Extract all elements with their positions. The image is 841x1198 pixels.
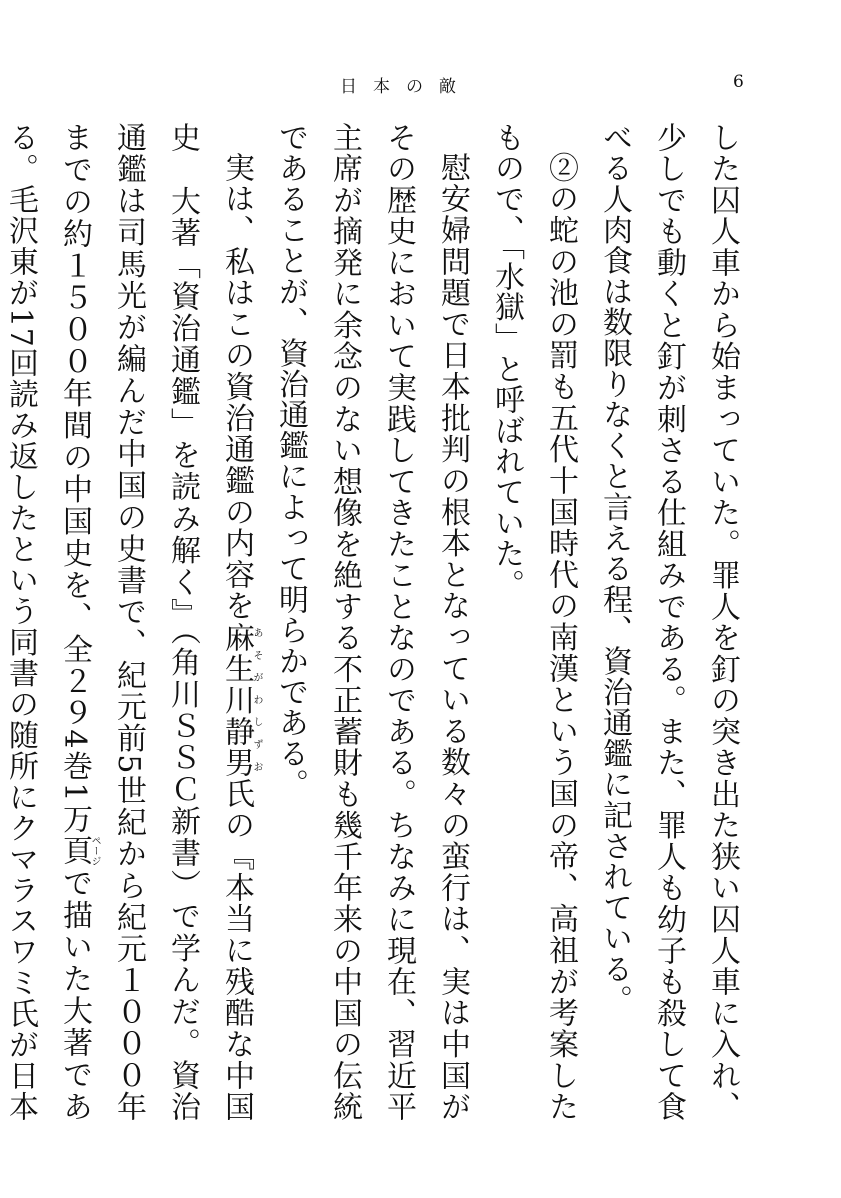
ruby-base: 麻生川静男: [219, 621, 254, 779]
text-span: で描いた大著である。毛沢東が17回読み返したという同書の随所にクマラスワミ氏が日本: [3, 122, 92, 1122]
ruby-annotated-name: [219, 621, 262, 779]
paragraph-4: [0, 122, 263, 1122]
paragraph-2: ②の蛇の池の罰も五代十国時代の南漢という国の帝、高祖が考案したもので、「水獄」と呼ばれていた。: [489, 122, 578, 1122]
text-span: 氏の『本当に残酷な中国史 大著「資治通鑑」を読み解く』（角川ＳＳＣ新書）で学んだ。資治通鑑は司馬光が編んだ中国の史書で、紀元前5世紀から紀元１０００年までの約１５００年間の中国史を、全２９4巻1万: [57, 122, 254, 1122]
page-number: 6: [733, 72, 744, 92]
ruby-reading: あそがわしずお: [251, 621, 262, 778]
running-header-title: 日本の敵: [340, 77, 472, 97]
body-text: [3, 122, 749, 1122]
paragraph-1: した囚人車から始まっていた。罪人を釘の突き出た狭い囚人車に入れ、少しでも動くと釘が刺さる仕組みである。また、罪人も幼子も殺して食べる人肉食は数限りなくと言える程、資治通鑑に記されている。: [597, 122, 740, 1122]
ruby-annotated-word: [57, 835, 100, 868]
ruby-base: 頁: [57, 835, 92, 868]
paragraph-3: 慰安婦問題で日本批判の根本となっている数々の蛮行は、実は中国がその歴史において実践してきたことなのである。ちなみに現在、習近平主席が摘発に余念のない想像を絶する不正蓄財も幾千年来の中国の伝統であることが、資治通鑑によって明らかである。: [273, 122, 470, 1122]
text-span: 実は、私はこの資治通鑑の内容を: [219, 152, 254, 622]
ruby-reading: ページ: [89, 835, 100, 867]
